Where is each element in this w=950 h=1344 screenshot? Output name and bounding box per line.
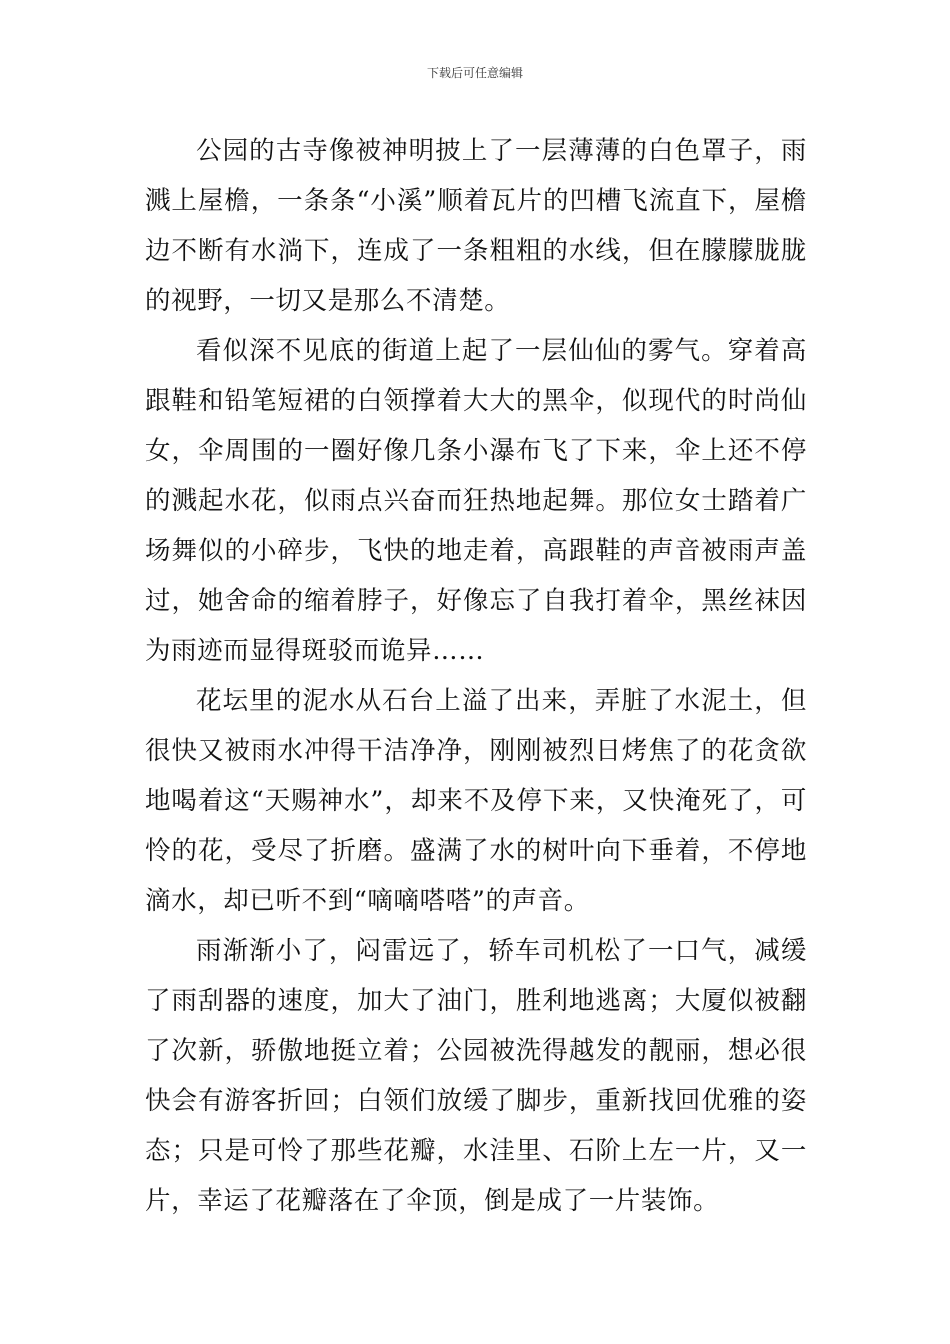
essay-body (145, 126, 807, 1226)
paragraph-4: 雨渐渐小了，闷雷远了，轿车司机松了一口气，减缓了雨刮器的速度，加大了油门，胜利地逃离；大厦似被翻了次新，骄傲地挺立着；公园被洗得越发的靓丽，想必很快会有游客折回；白领们放缓了脚步，重新找回优雅的姿态；只是可怜了那些花瓣，水洼里、石阶上左一片，又一片，幸运了花瓣落在了伞顶，倒是成了一片装饰。 (145, 936, 807, 1216)
paragraph-3: 花坛里的泥水从石台上溢了出来，弄脏了水泥土，但很快又被雨水冲得干洁净净，刚刚被烈日烤焦了的花贪欲地喝着这“天赐神水”，却来不及停下来，又快淹死了，可怜的花，受尽了折磨。盛满了水的树叶向下垂着，不停地滴水，却已听不到“嘀嘀嗒嗒”的声音。 (145, 686, 807, 916)
page-header: 下载后可任意编辑 (426, 66, 523, 80)
paragraph-2: 看似深不见底的街道上起了一层仙仙的雾气。穿着高跟鞋和铅笔短裙的白领撑着大大的黑伞，似现代的时尚仙女，伞周围的一圈好像几条小瀑布飞了下来，伞上还不停的溅起水花，似雨点兴奋而狂热地起舞。那位女士踏着广场舞似的小碎步，飞快的地走着，高跟鞋的声音被雨声盖过，她舍命的缩着脖子，好像忘了自我打着伞，黑丝袜因为雨迹而显得斑驳而诡异…… (145, 336, 807, 666)
paragraph-1: 公园的古寺像被神明披上了一层薄薄的白色罩子，雨溅上屋檐，一条条“小溪”顺着瓦片的凹槽飞流直下，屋檐边不断有水淌下，连成了一条粗粗的水线，但在朦朦胧胧的视野，一切又是那么不清楚。 (145, 136, 807, 316)
